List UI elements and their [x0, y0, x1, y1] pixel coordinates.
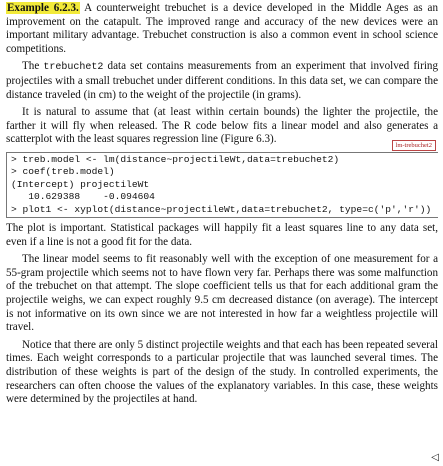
paragraph-weights — [6, 339, 438, 407]
paragraph-intro — [6, 2, 438, 56]
paragraph-plot: The plot is important. Statistical packages will happily fit a least squares line to any data set, even if a line is not a good fit for the data. — [6, 221, 438, 248]
code-line-3: (Intercept) projectileWt — [11, 178, 150, 190]
code-tag: lm-trebuchet2 — [392, 140, 436, 151]
paragraph-dataset — [6, 60, 438, 102]
paragraph-linear-model: The linear model seems to fit reasonably well with the exception of one measurement for a 55-gram projectile which seems not to have flown very far. Perhaps there was some malfunction of the trebuchet on that attempt. The slope coefficient tells us that for each additional gram the projectile weighs, we can expect roughly 9.5 cm decreased distance (on average). The intercept is not informative on its own since we are not interested in how far a weightless projectile will travel. — [6, 253, 438, 334]
intro-text: A counterweight trebuchet is a device developed in the Middle Ages as an improvement on the catapult. The improved range and accuracy of the new devices were an important military advantage. Trebuchet construction is also a common event in school science competitions. — [6, 2, 438, 55]
weights-text: Notice that there are only 5 distinct projectile weights and that each has been repeated several times. Each weight corresponds to a particular projectile that was launched several times. The distribution of these weights is part of the design of the study. In controlled experiments, the researchers can often choose the values of the explanatory variables. In this case, these weights were determined by the projectiles at hand. — [6, 338, 438, 406]
code-box — [6, 152, 438, 218]
dataset-name: trebuchet2 — [43, 62, 104, 74]
code-line-1: > treb.model <- lm(distance~projectileWt,data=trebuchet2) — [11, 153, 340, 165]
code-line-4: 10.629388 -0.094604 — [11, 191, 155, 203]
code-line-2: > coef(treb.model) — [11, 166, 115, 178]
example-label: Example 6.2.3. — [7, 2, 79, 14]
code-block — [6, 141, 438, 218]
dataset-text-before: The — [22, 60, 44, 73]
end-of-example-icon: ◁ — [431, 452, 439, 463]
paragraph-assumption: It is natural to assume that (at least within certain bounds) the lighter the projectile, the farther it will fly when released. The R code below fits a linear model and also generates a scatterplot with the least squares regression line (Figure 6.3). — [6, 106, 438, 146]
document-page — [6, 2, 438, 407]
dataset-text-after: data set contains measurements from an experiment that involved firing projectiles with a small trebuchet under different conditions. In this data set, we can compare the distance traveled (in cm) to the weight of the projectile (in grams). — [6, 60, 438, 101]
code-line-5: > plot1 <- xyplot(distance~projectileWt,data=trebuchet2, type=c('p','r')) — [11, 203, 432, 215]
